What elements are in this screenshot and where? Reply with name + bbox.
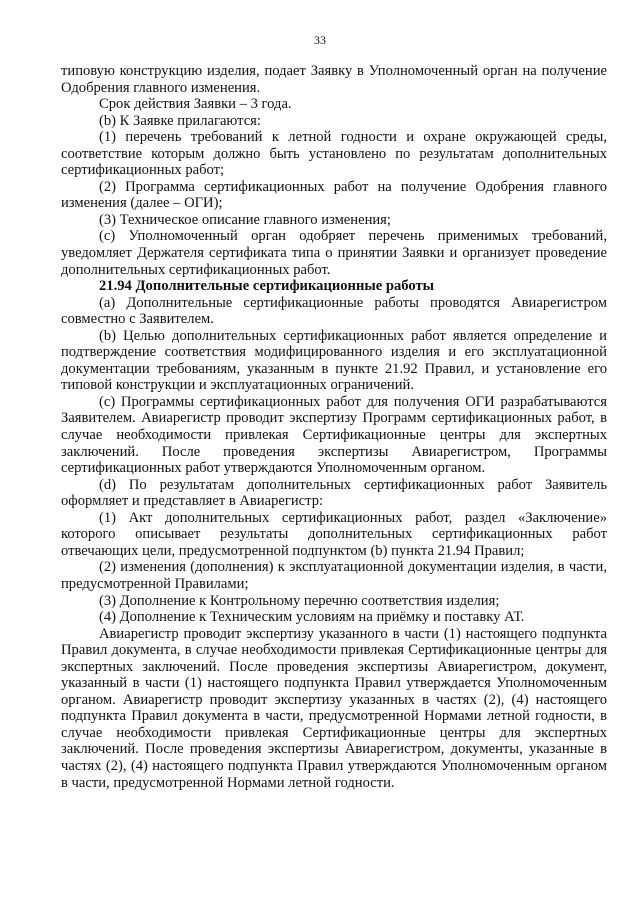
document-body bbox=[61, 63, 607, 791]
paragraph: типовую конструкцию изделия, подает Заявку в Уполномоченный орган на получение Одобрения главного изменения. bbox=[61, 63, 607, 96]
paragraph: (b) Целью дополнительных сертификационных работ является определение и подтверждение соответствия модифицированного изделия и его эксплуатационной документации требованиям, указанным в пункте 21.92 Правил, и установление его типовой конструкции и эксплуатационных ограничений. bbox=[61, 327, 607, 394]
paragraph: (b) К Заявке прилагаются: bbox=[99, 112, 261, 129]
section-heading: 21.94 Дополнительные сертификационные работы bbox=[99, 278, 435, 295]
paragraph: Срок действия Заявки – 3 года. bbox=[99, 96, 292, 113]
paragraph: (a) Дополнительные сертификационные работы проводятся Авиарегистром совместно с Заявителем. bbox=[61, 294, 607, 328]
paragraph: (1) перечень требований к летной годности и охране окружающей среды, соответствие которым должно быть установлено по результатам дополнительных сертификационных работ; bbox=[61, 129, 607, 179]
paragraph: (2) изменения (дополнения) к эксплуатационной документации изделия, в части, предусмотренной Правилами; bbox=[61, 559, 607, 592]
paragraph: (3) Дополнение к Контрольному перечню соответствия изделия; bbox=[99, 592, 500, 609]
page-number: 33 bbox=[314, 33, 326, 47]
paragraph: (c) Уполномоченный орган одобряет перечень применимых требований, уведомляет Держателя сертификата типа о принятии Заявки и организует проведение дополнительных сертификационных работ. bbox=[61, 228, 607, 278]
paragraph: (4) Дополнение к Техническим условиям на приёмку и поставку АТ. bbox=[99, 609, 525, 626]
paragraph: Авиарегистр проводит экспертизу указанного в части (1) настоящего подпункта Правил документа, в случае необходимости привлекая Сертификационные центры для экспертных заключений. После проведения экспертизы Авиарегистром, документ, указанный в части (1) настоящего подпункта Правил утверждается Уполномоченным органом. Авиарегистр проводит экспертизу указанных в частях (2), (4) настоящего подпункта Правил документа в части, предусмотренной Нормами летной годности, в случае необходимости привлекая Сертификационные центры для экспертных заключений. После проведения экспертизы Авиарегистром, документы, указанные в частях (2), (4) настоящего подпункта Правил утверждаются Уполномоченным органом в части, предусмотренной Нормами летной годности. bbox=[61, 625, 607, 791]
paragraph: (1) Акт дополнительных сертификационных работ, раздел «Заключение» которого описывает результаты дополнительных сертификационных работ отвечающих цели, предусмотренной подпунктом (b) пункта 21.94 Правил; bbox=[61, 509, 607, 559]
paragraph: (d) По результатам дополнительных сертификационных работ Заявитель оформляет и представляет в Авиарегистр: bbox=[61, 476, 607, 510]
paragraph: (3) Техническое описание главного изменения; bbox=[99, 211, 391, 228]
paragraph: (2) Программа сертификационных работ на получение Одобрения главного изменения (далее – ОГИ); bbox=[61, 178, 607, 212]
paragraph: (c) Программы сертификационных работ для получения ОГИ разрабатываются Заявителем. Авиарегистр проводит экспертизу Программ сертификационных работ, в случае необходимости привлекая Сертификационные центры для экспертных заключений. После проведения экспертизы Авиарегистром, Программы сертификационных работ утверждаются Уполномоченным органом. bbox=[61, 393, 607, 477]
